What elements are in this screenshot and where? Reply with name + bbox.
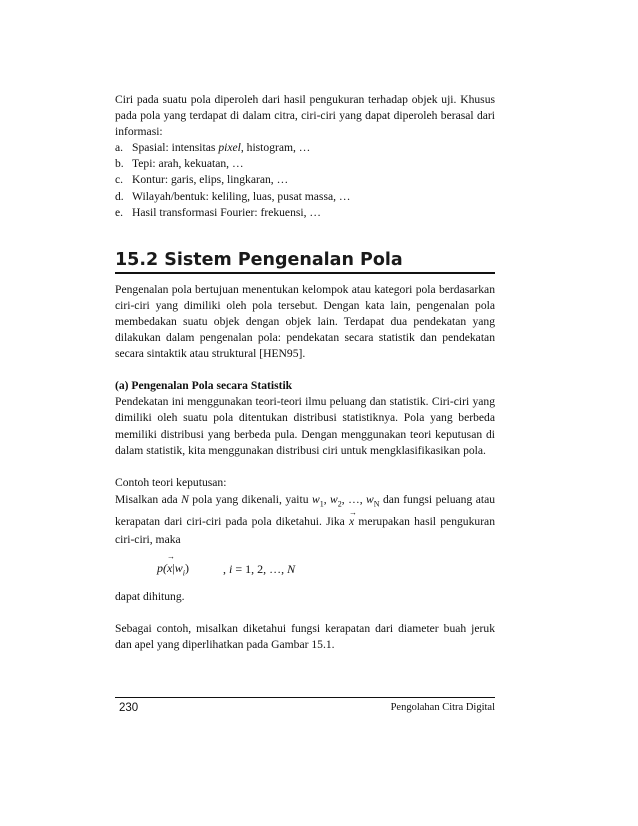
intro-paragraph: Ciri pada suatu pola diperoleh dari hasil pengukuran terhadap objek uji. Khusus pada pola yang terdapat di dalam citra, ciri-ciri yang dapat diperoleh berasal dari informasi:: [115, 93, 495, 139]
list-item: b. Tepi: arah, kekuatan, …: [115, 157, 244, 171]
probability-formula: $p(\to x|w_i)$ , i = 1, 2, …, N: [157, 549, 495, 589]
list-item: d. Wilayah/bentuk: keliling, luas, pusat massa, …: [115, 189, 351, 203]
closing-paragraph: Sebagai contoh, misalkan diketahui fungsi kerapatan dari diameter buah jeruk dan apel yang diperlihatkan pada Gambar 15.1.: [115, 622, 495, 652]
example-paragraph: Misalkan ada N pola yang dikenali, yaitu $w_1$, $w_2$, …, $w_N$ dan fungsi peluang atau kerapatan dari ciri-ciri pada pola diketahui. Jika → x merupakan hasil pengukuran ciri-ciri, maka: [115, 491, 495, 549]
section-title: 15.2 Sistem Pengenalan Pola: [115, 250, 495, 274]
subsection-title: (a) Pengenalan Pola secara Statistik: [115, 379, 293, 393]
list-item: a. Spasial: intensitas pixel, histogram, …: [115, 141, 311, 155]
page-body: [115, 92, 495, 653]
list-item: c. Kontur: garis, elips, lingkaran, …: [115, 173, 289, 187]
subsection-paragraph: Pendekatan ini menggunakan teori-teori ilmu peluang dan statistik. Ciri-ciri yang dimiliki oleh suatu pola ditentukan distribusi statistiknya. Pola yang berbeda memiliki distribusi yang berbeda pula. Dengan menggunakan teori keputusan di dalam statistik, kita menggunakan distribusi ciri untuk mengklasifikasikan pola.: [115, 395, 495, 457]
book-title: Pengolahan Citra Digital: [390, 702, 495, 713]
after-formula-text: dapat dihitung.: [115, 590, 185, 604]
page-number: 230: [119, 702, 139, 714]
page-footer: [115, 697, 495, 714]
section-paragraph: Pengenalan pola bertujuan menentukan kelompok atau kategori pola berdasarkan ciri-ciri yang dimiliki oleh pola tersebut. Dengan kata lain, pengenalan pola membedakan suatu objek dengan objek lain. Terdapat dua pendekatan yang dilakukan dalam pengenalan pola: pendekatan secara statistik dan pendekatan secara sintaktik atau struktural [HEN95].: [115, 282, 495, 361]
feature-list: [115, 140, 495, 220]
list-item: e. Hasil transformasi Fourier: frekuensi, …: [115, 205, 321, 219]
example-heading: Contoh teori keputusan:: [115, 475, 227, 489]
